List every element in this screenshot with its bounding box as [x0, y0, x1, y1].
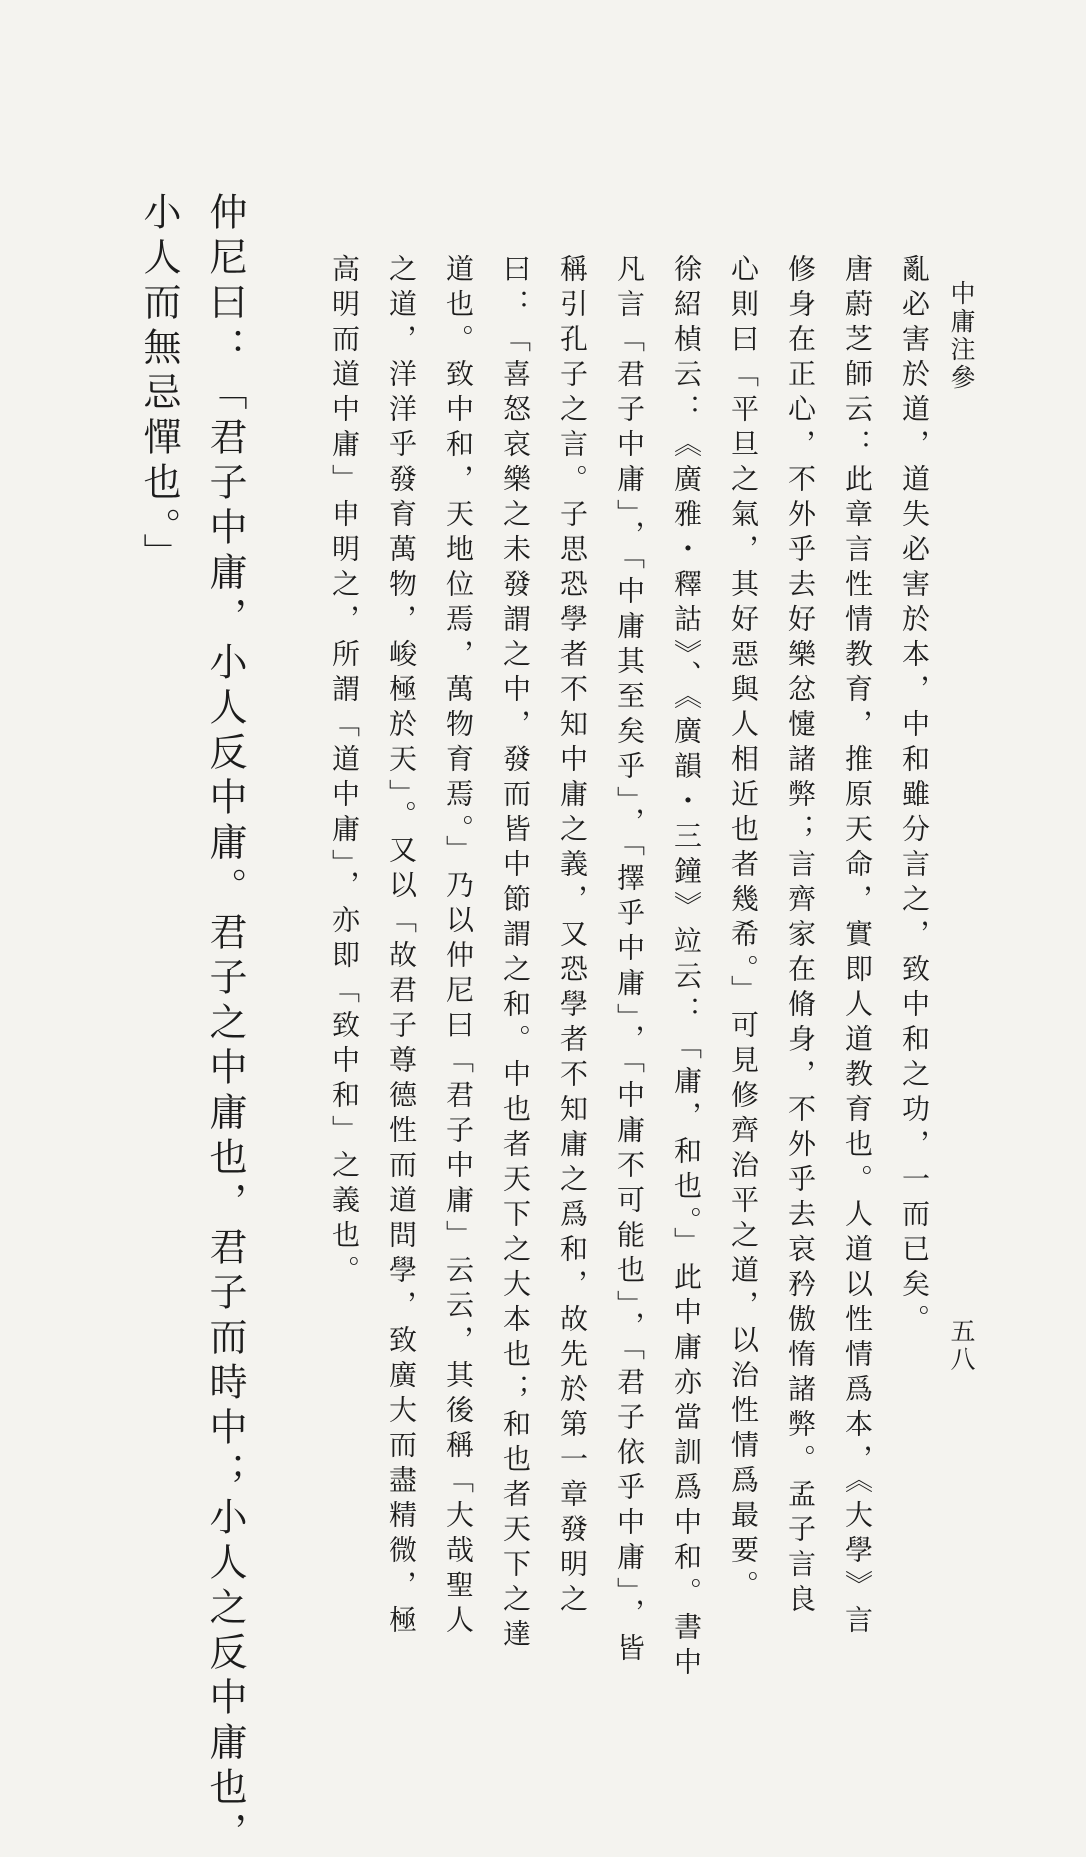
commentary-column: 凡言「君子中庸」，「中庸其至矣乎」，「擇乎中庸」，「中庸不可能也」，「君子依乎中庸」，皆: [613, 254, 646, 1668]
commentary-column: 心則曰「平旦之氣，其好惡與人相近也者幾希。」可見修齊治平之道，以治性情爲最要。: [727, 254, 760, 1605]
commentary-column: 之道，洋洋乎發育萬物，峻極於天」。又以「故君子尊德性而道問學，致廣大而盡精微，極: [385, 254, 418, 1640]
commentary-column: 曰：「喜怒哀樂之未發謂之中，發而皆中節謂之和。中也者天下之大本也；和也者天下之達: [499, 254, 532, 1654]
commentary-column: 修身在正心，不外乎去好樂忿懥諸弊；言齊家在脩身，不外乎去哀矜傲惰諸弊。孟子言良: [784, 254, 817, 1619]
classic-text-column: 仲尼曰：「君子中庸，小人反中庸。君子之中庸也，君子而時中；小人之反中庸也，: [203, 192, 247, 1857]
commentary-column: 道也。致中和，天地位焉，萬物育焉。」乃以仲尼曰「君子中庸」云云，其後稱「大哉聖人: [442, 254, 475, 1640]
commentary-column: 高明而道中庸」申明之，所謂「道中庸」，亦即「致中和」之義也。: [328, 254, 361, 1290]
commentary-column: 亂必害於道，道失必害於本，中和雖分言之，致中和之功，一而已矣。: [898, 254, 931, 1339]
commentary-column: 稱引孔子之言。子思恐學者不知中庸之義，又恐學者不知庸之爲和，故先於第一章發明之: [556, 254, 589, 1619]
page-number: 五八: [947, 1318, 976, 1374]
commentary-column: 徐紹楨云：《廣雅・釋詁》、《廣韻・三鐘》竝云：「庸，和也。」此中庸亦當訓爲中和。書中: [670, 254, 703, 1682]
commentary-column: 唐蔚芝師云：此章言性情教育，推原天命，實即人道教育也。人道以性情爲本，《大學》言: [841, 254, 874, 1640]
classic-text-column: 小人而無忌憚也。」: [137, 192, 181, 578]
running-title: 中庸注參: [947, 280, 976, 392]
